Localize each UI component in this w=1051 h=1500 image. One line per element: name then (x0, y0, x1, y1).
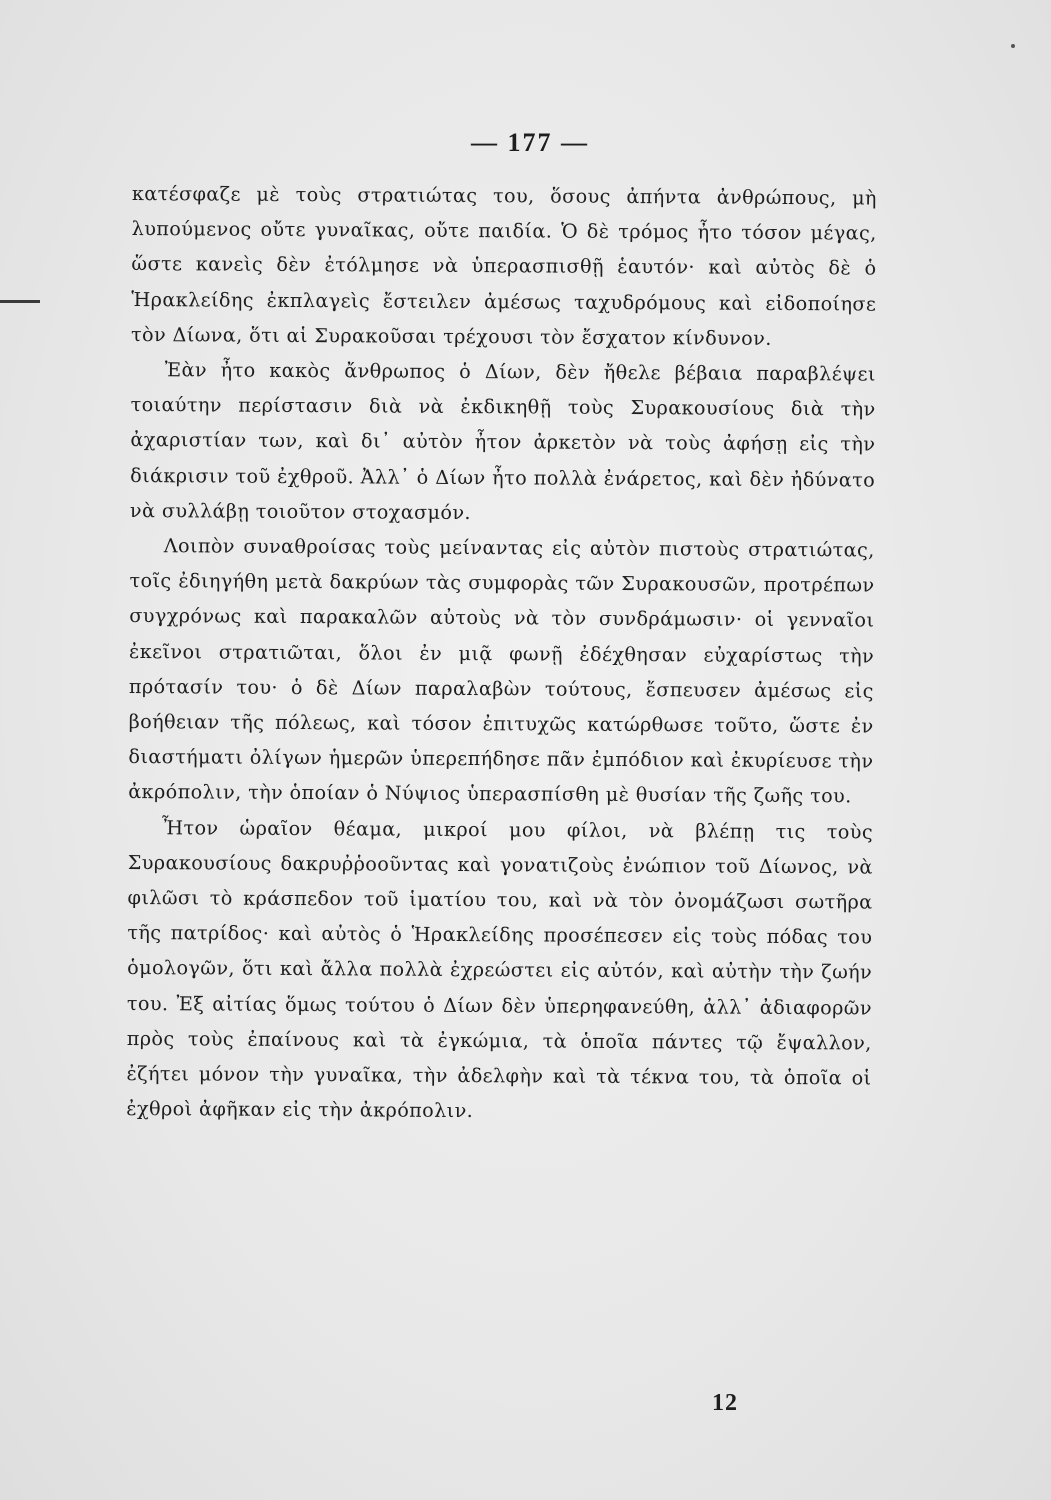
ink-dot (1011, 44, 1015, 48)
paragraph-2: Ἐὰν ἦτο κακὸς ἄνθρωπος ὁ Δίων, δὲν ἤθελε βέβαια παραβλέψει τοιαύτην περίστασιν διὰ νὰ ἐκδικηθῇ τοὺς Συρακουσίους διὰ τὴν ἀχαριστίαν των, καὶ δι᾽ αὐτὸν ἦτον ἀρκετὸν νὰ τοὺς ἀφήσῃ εἰς τὴν διάκρισιν τοῦ ἐχθροῦ. Ἀλλ᾽ ὁ Δίων ἦτο πολλὰ ἐνάρετος, καὶ δὲν ἠδύνατο νὰ συλλάβῃ τοιοῦτον στοχασμόν. (129, 358, 876, 524)
paragraph-3: Λοιπὸν συναθροίσας τοὺς μείναντας εἰς αὐτὸν πιστοὺς στρατιώτας, τοῖς ἐδιηγήθη μετὰ δακρύων τὰς συμφορὰς τῶν Συρακουσῶν, προτρέπων συγχρόνως καὶ παρακαλῶν αὐτοὺς νὰ τὸν συνδράμωσιν· οἱ γενναῖοι ἐκεῖνοι στρατιῶται, ὅλοι ἐν μιᾷ φωνῇ ἐδέχθησαν εὐχαρίστως τὴν πρότασίν του· ὁ δὲ Δίων παραλαβὼν τούτους, ἔσπευσεν ἀμέσως εἰς βοήθειαν τῆς πόλεως, καὶ τόσον ἐπιτυχῶς κατώρθωσε τοῦτο, ὥστε ἐν διαστήματι ὀλίγων ἡμερῶν ὑπερεπήδησε πᾶν ἐμπόδιον καὶ ἐκυρίευσε τὴν ἀκρόπολιν, τὴν ὁποίαν ὁ Νύψιος ὑπερασπίσθη μὲ θυσίαν τῆς ζωῆς του. (128, 534, 875, 808)
signature-mark: 12 (712, 1390, 738, 1416)
paragraph-4: Ἦτον ὡραῖον θέαμα, μικροί μου φίλοι, νὰ βλέπῃ τις τοὺς Συρακουσίους δακρυῤῥοοῦντας καὶ γονατιζοὺς ἐνώπιον τοῦ Δίωνος, νὰ φιλῶσι τὸ κράσπεδον τοῦ ἱματίου του, καὶ νὰ τὸν ὀνομάζωσι σωτῆρα τῆς πατρίδος· καὶ αὐτὸς ὁ Ἡρακλείδης προσέπεσεν εἰς τοὺς πόδας του ὁμολογῶν, ὅτι καὶ ἄλλα πολλὰ ἐχρεώστει εἰς αὐτόν, καὶ αὐτὴν τὴν ζωήν του. Ἐξ αἰτίας ὅμως τούτου ὁ Δίων δὲν ὑπερηφανεύθη, ἀλλ᾽ ἀδιαφορῶν πρὸς τοὺς ἐπαίνους καὶ τὰ ἐγκώμια, τὰ ὁποῖα πάντες τῷ ἔψαλλον, ἐζήτει μόνον τὴν γυναῖκα, τὴν ἀδελφὴν καὶ τὰ τέκνα του, τὰ ὁποῖα οἱ ἐχθροὶ ἀφῆκαν εἰς τὴν ἀκρόπολιν. (126, 815, 874, 1123)
paragraph-1: κατέσφαζε μὲ τοὺς στρατιώτας του, ὅσους ἀπήντα ἀνθρώπους, μὴ λυπούμενος οὔτε γυναῖκας, οὔτε παιδία. Ὁ δὲ τρόμος ἦτο τόσον μέγας, ὥστε κανεὶς δὲν ἐτόλμησε νὰ ὑπερασπισθῇ ἑαυτόν· καὶ αὐτὸς δὲ ὁ Ἡρακλείδης ἐκπλαγεὶς ἔστειλεν ἀμέσως ταχυδρόμους καὶ εἰδοποίησε τὸν Δίωνα, ὅτι αἱ Συρακοῦσαι τρέχουσι τὸν ἔσχατον κίνδυνον. (130, 181, 877, 350)
body-text (126, 176, 877, 1131)
page-edge-mark (0, 300, 40, 303)
page-number-header: — 177 — (471, 128, 589, 157)
